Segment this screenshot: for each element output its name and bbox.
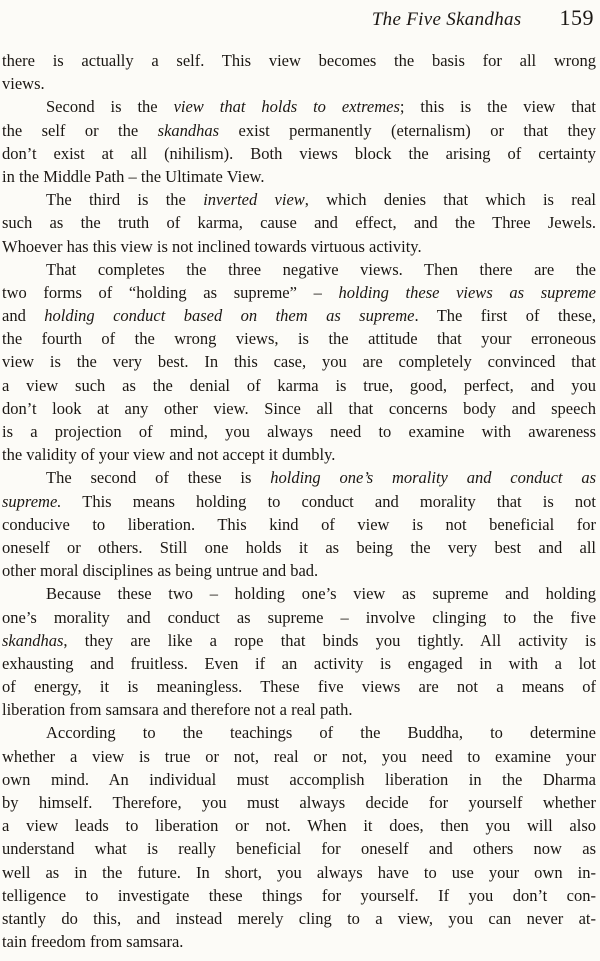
text-line: oneself or others. Still one holds it as being the very best and all [2,537,596,557]
text-line: the validity of your view and not accept it dumbly. [2,445,336,465]
running-header-title: The Five Skandhas [371,9,522,30]
paragraph [2,721,596,953]
text-line: supreme. This means holding to conduct and morality that is not [2,491,596,511]
text-line: telligence to investigate these things for yourself. If you don’t con- [2,885,596,905]
text-line: According to the teachings of the Buddha, to determine [46,723,596,743]
text-line: by himself. Therefore, you must always decide for yourself whether [2,793,596,812]
text-line: the self or the skandhas exist permanently (eternalism) or that they [2,120,596,140]
text-line: understand what is really beneficial for oneself and others now as [2,839,596,859]
text-line: views. [2,74,45,94]
text-line: don’t exist at all (nihilism). Both views block the arising of certainty [2,143,596,163]
text-line: Because these two – holding one’s view as supreme and holding [46,584,596,604]
text-line: there is actually a self. This view becomes the basis for all wrong [2,51,596,70]
text-line: conducive to liberation. This kind of view is not beneficial for [2,514,596,534]
page-body [2,49,596,953]
text-line: Whoever has this view is not inclined towards virtuous activity. [2,236,422,256]
text-line: exhausting and fruitless. Even if an activity is engaged in with a lot [2,653,596,673]
text-line: and holding conduct based on them as supreme. The first of these, [2,306,596,326]
text-line: the fourth of the wrong views, is the attitude that your erroneous [2,329,596,349]
text-line: The third is the inverted view, which denies that which is real [46,190,597,210]
paragraph [2,258,596,467]
paragraph [2,95,596,188]
page-header [2,5,596,31]
text-line: skandhas, they are like a rope that binds you tightly. All activity is [2,630,596,650]
text-line: one’s morality and conduct as supreme – involve clinging to the five [2,607,596,627]
text-line: such as the truth of karma, cause and effect, and the Three Jewels. [2,213,596,233]
text-line: own mind. An individual must accomplish liberation in the Dharma [2,769,596,789]
text-line: don’t look at any other view. Since all that concerns body and speech [2,398,596,418]
paragraph [2,188,596,258]
text-line: The second of these is holding one’s morality and conduct as [46,468,596,488]
page-number: 159 [559,5,594,30]
paragraph [2,582,596,721]
paragraph [2,49,596,95]
text-line: is a projection of mind, you always need to examine with awareness [2,422,596,441]
text-line: two forms of “holding as supreme” – holding these views as supreme [2,282,596,302]
text-line: stantly do this, and instead merely cling to a view, you can never at- [2,908,596,928]
text-line: That completes the three negative views. Then there are the [46,259,596,279]
text-line: in the Middle Path – the Ultimate View. [2,166,265,186]
text-line: other moral disciplines as being untrue and bad. [2,561,319,581]
text-line: of energy, it is meaningless. These five views are not a means of [2,677,596,697]
text-line: liberation from samsara and therefore not a real path. [2,700,353,720]
text-line: whether a view is true or not, real or not, you need to examine your [2,746,596,766]
text-line: a view such as the denial of karma is true, good, perfect, and you [2,375,596,395]
text-line: a view leads to liberation or not. When it does, then you will also [2,816,596,836]
text-line: view is the very best. In this case, you are completely convinced that [2,352,596,372]
text-line: Second is the view that holds to extremes; this is the view that [46,97,596,117]
text-line: tain freedom from samsara. [2,932,184,952]
text-line: well as in the future. In short, you always have to use your own in- [2,862,596,882]
paragraph [2,466,596,582]
